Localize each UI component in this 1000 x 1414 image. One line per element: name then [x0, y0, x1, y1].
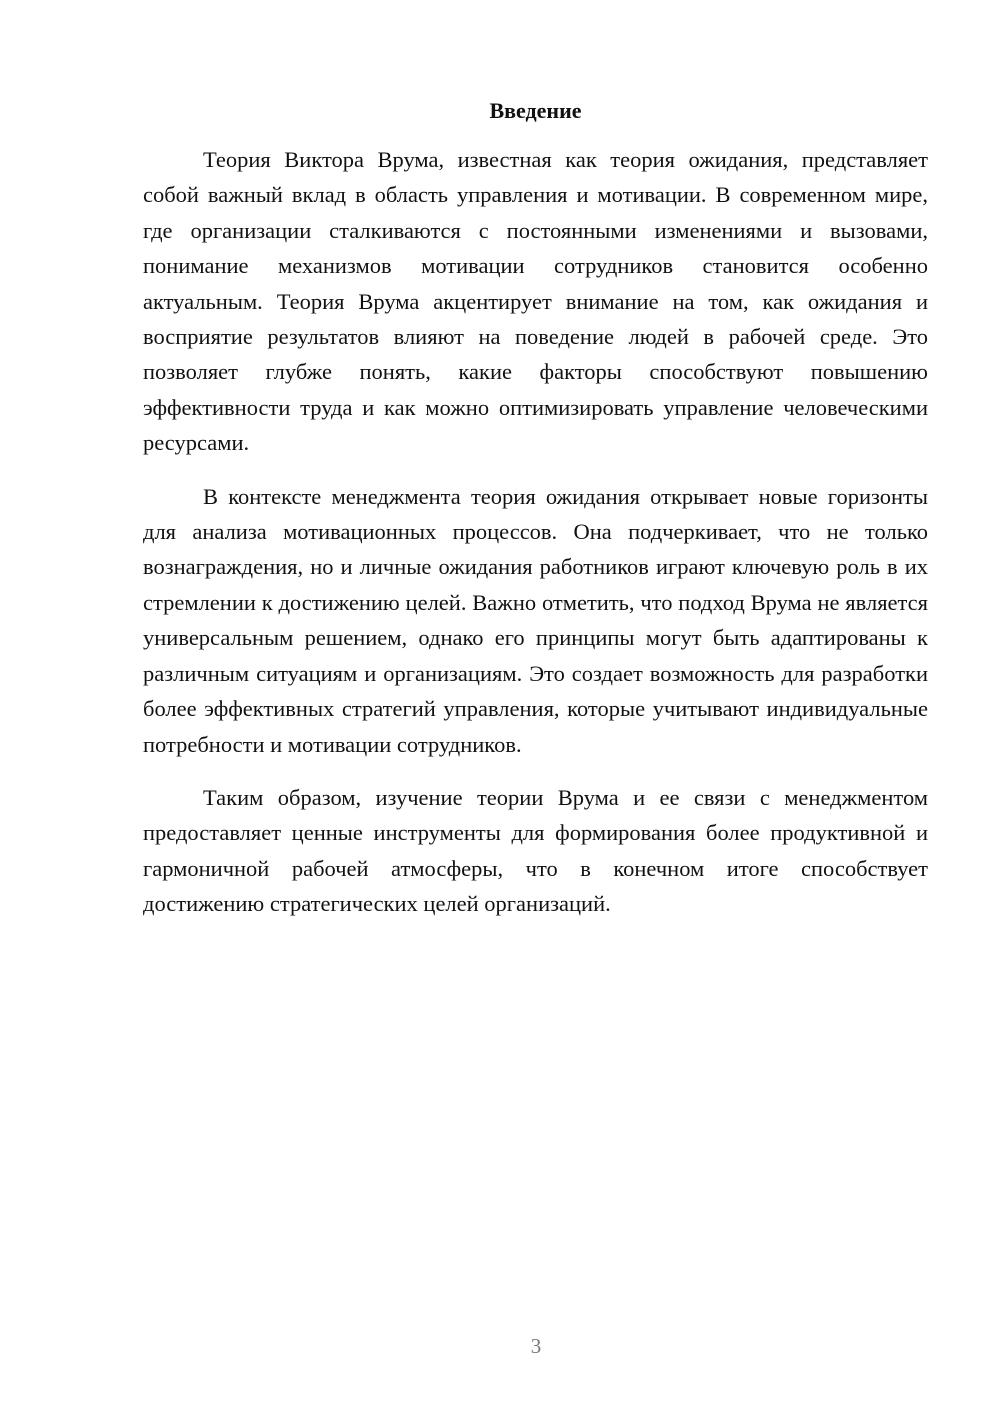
- paragraph-3: Таким образом, изучение теории Врума и ее связи с менеджментом предоставляет ценные инструменты для формирования более продуктивной и гармоничной рабочей атмосферы, что в конечном итоге способствует достижению стратегических целей организаций.: [143, 784, 928, 917]
- body-text: [143, 142, 928, 940]
- paragraph-2: В контексте менеджмента теория ожидания открывает новые горизонты для анализа мотивационных процессов. Она подчеркивает, что не только вознаграждения, но и личные ожидания работников играют ключевую роль в их стремлении к достижению целей. Важно отметить, что подход Врума не является универсальным решением, однако его принципы могут быть адаптированы к различным ситуациям и организациям. Это создает возможность для разработки более эффективных стратегий управления, которые учитывают индивидуальные потребности и мотивации сотрудников.: [143, 483, 928, 757]
- page-number: 3: [530, 1334, 542, 1358]
- paragraph-1: Теория Виктора Врума, известная как теория ожидания, представляет собой важный вклад в область управления и мотивации. В современном мире, где организации сталкиваются с постоянными изменениями и вызовами, понимание механизмов мотивации сотрудников становится особенно актуальным. Теория Врума акцентирует внимание на том, как ожидания и восприятие результатов влияют на поведение людей в рабочей среде. Это позволяет глубже понять, какие факторы способствуют повышению эффективности труда и как можно оптимизировать управление человеческими ресурсами.: [143, 147, 928, 456]
- section-title: Введение: [489, 98, 582, 123]
